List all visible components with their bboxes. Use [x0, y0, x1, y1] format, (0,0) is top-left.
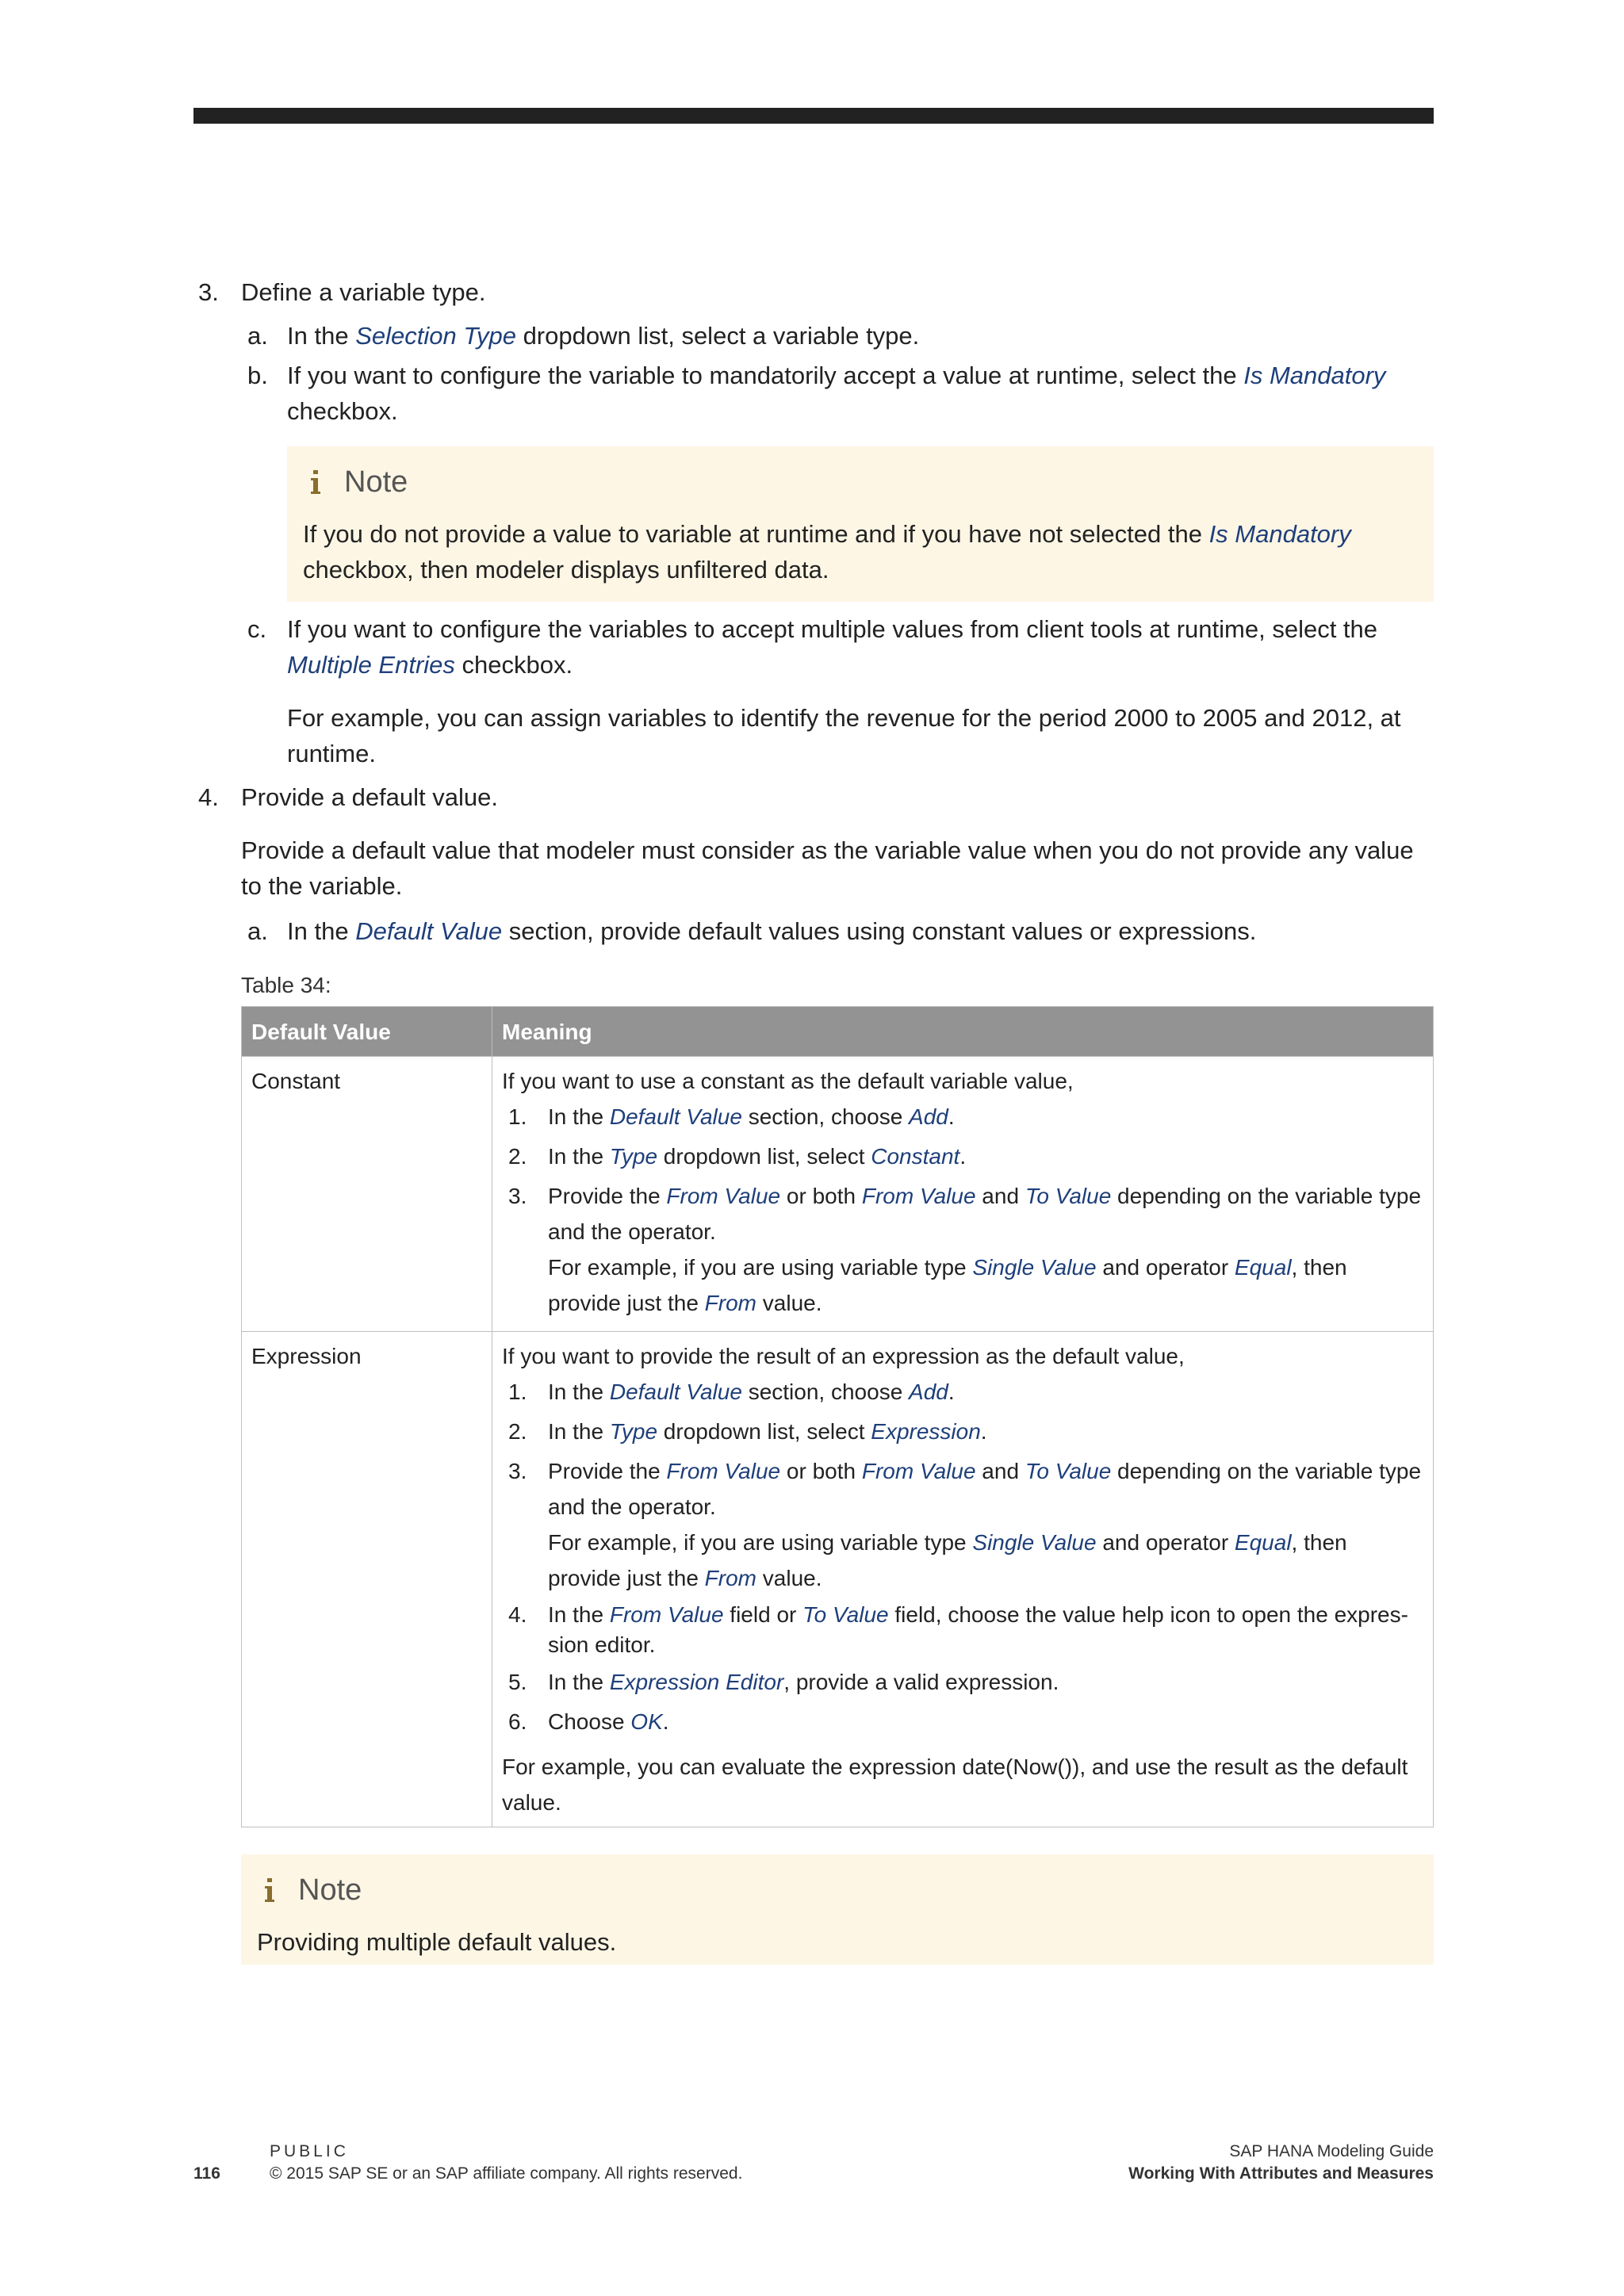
text: depending on the variable type and the operator. [548, 1184, 1422, 1244]
ui-term: Single Value [972, 1255, 1097, 1280]
note-text: Providing multiple default values. [257, 1928, 617, 1956]
text: In the [548, 1380, 610, 1404]
text: In the [548, 1602, 610, 1627]
row-label: Expression [242, 1332, 492, 1827]
text: and operator [1096, 1530, 1235, 1555]
text: or both [780, 1459, 862, 1483]
chapter-title: Working With Attributes and Measures [1128, 2164, 1434, 2183]
ui-term: Type [609, 1144, 658, 1169]
ui-term: Constant [871, 1144, 960, 1169]
note-text [303, 516, 1418, 587]
text: In the [287, 917, 356, 945]
text: If you want to configure the variable to mandatorily accept a value at runtime, select the [287, 362, 1244, 389]
text: . [948, 1104, 955, 1129]
ui-term: To Value [1025, 1184, 1112, 1208]
ui-term: From Value [666, 1184, 781, 1208]
list-marker: 1. [508, 1104, 527, 1129]
text: and [975, 1459, 1025, 1483]
note-box [241, 1854, 1434, 1965]
row-meaning [492, 1332, 1434, 1827]
text: value. [756, 1291, 822, 1315]
list-item [502, 1664, 1423, 1700]
step-number: 4. [198, 783, 219, 811]
ui-term: Default Value [609, 1104, 742, 1129]
ui-term: Default Value [355, 917, 503, 945]
list-marker: 5. [508, 1670, 527, 1694]
sub-marker: a. [247, 322, 268, 350]
footer-left [193, 2142, 742, 2183]
ui-term: Multiple Entries [287, 651, 455, 679]
text: In the [287, 322, 356, 350]
text: . [959, 1144, 967, 1169]
table-row [242, 1057, 1434, 1332]
step-title: Define a variable type. [241, 278, 486, 306]
step-3c [193, 611, 1434, 683]
footer-right [1128, 2142, 1434, 2183]
ui-term: Expression [871, 1419, 981, 1444]
list-marker: 2. [508, 1419, 527, 1444]
list-marker: 6. [508, 1709, 527, 1734]
note-title: Note [298, 1873, 362, 1907]
info-icon [257, 1878, 298, 1902]
text: section, choose [741, 1104, 910, 1129]
text: section, provide default values using constant values or expressions. [502, 917, 1257, 945]
sub-marker: a. [247, 917, 268, 945]
text: In the [548, 1670, 610, 1694]
ui-term: Equal [1234, 1255, 1292, 1280]
text: For example, if you are using variable type [548, 1255, 973, 1280]
text: In the [548, 1144, 610, 1169]
list-marker: 1. [508, 1380, 527, 1404]
text: Provide the [548, 1184, 667, 1208]
top-rule [193, 108, 1434, 124]
text: field or [723, 1602, 803, 1627]
text: , provide a valid expression. [783, 1670, 1059, 1694]
text: value. [756, 1566, 822, 1590]
text: or both [780, 1184, 862, 1208]
ui-term: From [704, 1291, 756, 1315]
page-content [193, 274, 1434, 1965]
step-4a [193, 913, 1434, 949]
row-meaning [492, 1057, 1434, 1332]
ui-term: Type [609, 1419, 658, 1444]
note-title: Note [344, 465, 408, 499]
sub-marker: b. [247, 362, 268, 389]
text: If you do not provide a value to variable at runtime and if you have not selected the [303, 520, 1209, 548]
page-number: 116 [193, 2164, 220, 2183]
cell-steps [502, 1374, 1423, 1739]
ui-term: Selection Type [355, 322, 516, 350]
text: checkbox, then modeler displays unfiltered data. [303, 556, 829, 584]
text: , then provide just the [548, 1530, 1347, 1590]
text: and operator [1096, 1255, 1235, 1280]
ui-term: Add [909, 1104, 948, 1129]
text: depending on the variable type and the operator. [548, 1459, 1422, 1519]
ui-term: Expression Editor [609, 1670, 784, 1694]
text: section, choose [741, 1380, 910, 1404]
ui-term: Single Value [972, 1530, 1097, 1555]
list-marker: 3. [508, 1459, 527, 1483]
cell-example: For example, you can evaluate the expression date(Now()), and use the result as the default value. [502, 1755, 1408, 1815]
ui-term: From Value [861, 1184, 976, 1208]
text: , then provide just the [548, 1255, 1347, 1315]
list-item [502, 1600, 1423, 1660]
note-box [287, 446, 1434, 602]
step-4 [193, 779, 1434, 815]
row-label: Constant [242, 1057, 492, 1332]
list-marker: 3. [508, 1184, 527, 1208]
list-marker: 4. [508, 1602, 527, 1627]
copyright-text: © 2015 SAP SE or an SAP affiliate company. All rights reserved. [270, 2164, 743, 2183]
text: . [662, 1709, 669, 1734]
info-icon [303, 470, 344, 494]
text: In the [548, 1104, 610, 1129]
step-title: Provide a default value. [241, 783, 498, 811]
text: In the [548, 1419, 610, 1444]
ui-term: Equal [1234, 1530, 1292, 1555]
text: Choose [548, 1709, 631, 1734]
step-3a [193, 318, 1434, 354]
text: . [948, 1380, 955, 1404]
list-item [502, 1414, 1423, 1449]
ui-term: From Value [861, 1459, 976, 1483]
text: . [980, 1419, 987, 1444]
text: Provide the [548, 1459, 667, 1483]
step-3 [193, 274, 1434, 310]
ui-term: Is Mandatory [1208, 520, 1351, 548]
default-value-table [241, 1006, 1434, 1827]
text: checkbox. [454, 651, 573, 679]
table-row [242, 1332, 1434, 1827]
sub-marker: c. [247, 615, 267, 643]
text: dropdown list, select [657, 1144, 871, 1169]
list-marker: 2. [508, 1144, 527, 1169]
cell-intro: If you want to use a constant as the default variable value, [502, 1069, 1074, 1093]
text: If you want to configure the variables to accept multiple values from client tools at runtime, select the [287, 615, 1378, 643]
ui-term: To Value [1025, 1459, 1112, 1483]
ui-term: From Value [609, 1602, 724, 1627]
list-item [502, 1704, 1423, 1739]
example-paragraph: For example, you can assign variables to identify the revenue for the period 2000 to 2005 and 2012, at runtime. [287, 704, 1401, 767]
text: dropdown list, select [657, 1419, 871, 1444]
cell-intro: If you want to provide the result of an expression as the default value, [502, 1344, 1185, 1368]
list-item [502, 1138, 1423, 1174]
text: dropdown list, select a variable type. [515, 322, 920, 350]
text: field, choose the value help icon to open the expres-sion editor. [548, 1602, 1408, 1657]
classification-label: PUBLIC [270, 2142, 349, 2160]
list-item [502, 1099, 1423, 1135]
ui-term: From Value [666, 1459, 781, 1483]
text: For example, if you are using variable type [548, 1530, 973, 1555]
table-caption: Table 34: [241, 973, 331, 997]
ui-term: Is Mandatory [1243, 362, 1386, 389]
column-header: Default Value [242, 1007, 492, 1057]
column-header: Meaning [492, 1007, 1434, 1057]
text: and [975, 1184, 1025, 1208]
step-4-intro: Provide a default value that modeler must consider as the variable value when you do not provide any value to the variable. [241, 836, 1414, 900]
ui-term: Add [909, 1380, 948, 1404]
list-item [502, 1374, 1423, 1410]
note-header [303, 462, 1418, 502]
ui-term: To Value [802, 1602, 889, 1627]
step-number: 3. [198, 278, 219, 306]
guide-title: SAP HANA Modeling Guide [1229, 2142, 1434, 2160]
note-header [257, 1870, 1418, 1910]
text: checkbox. [287, 397, 398, 425]
step-3b [193, 358, 1434, 429]
ui-term: From [704, 1566, 756, 1590]
cell-steps [502, 1099, 1423, 1321]
table-header-row [242, 1007, 1434, 1057]
list-item [502, 1453, 1423, 1596]
ui-term: Default Value [609, 1380, 742, 1404]
ui-term: OK [630, 1709, 663, 1734]
list-item [502, 1178, 1423, 1321]
